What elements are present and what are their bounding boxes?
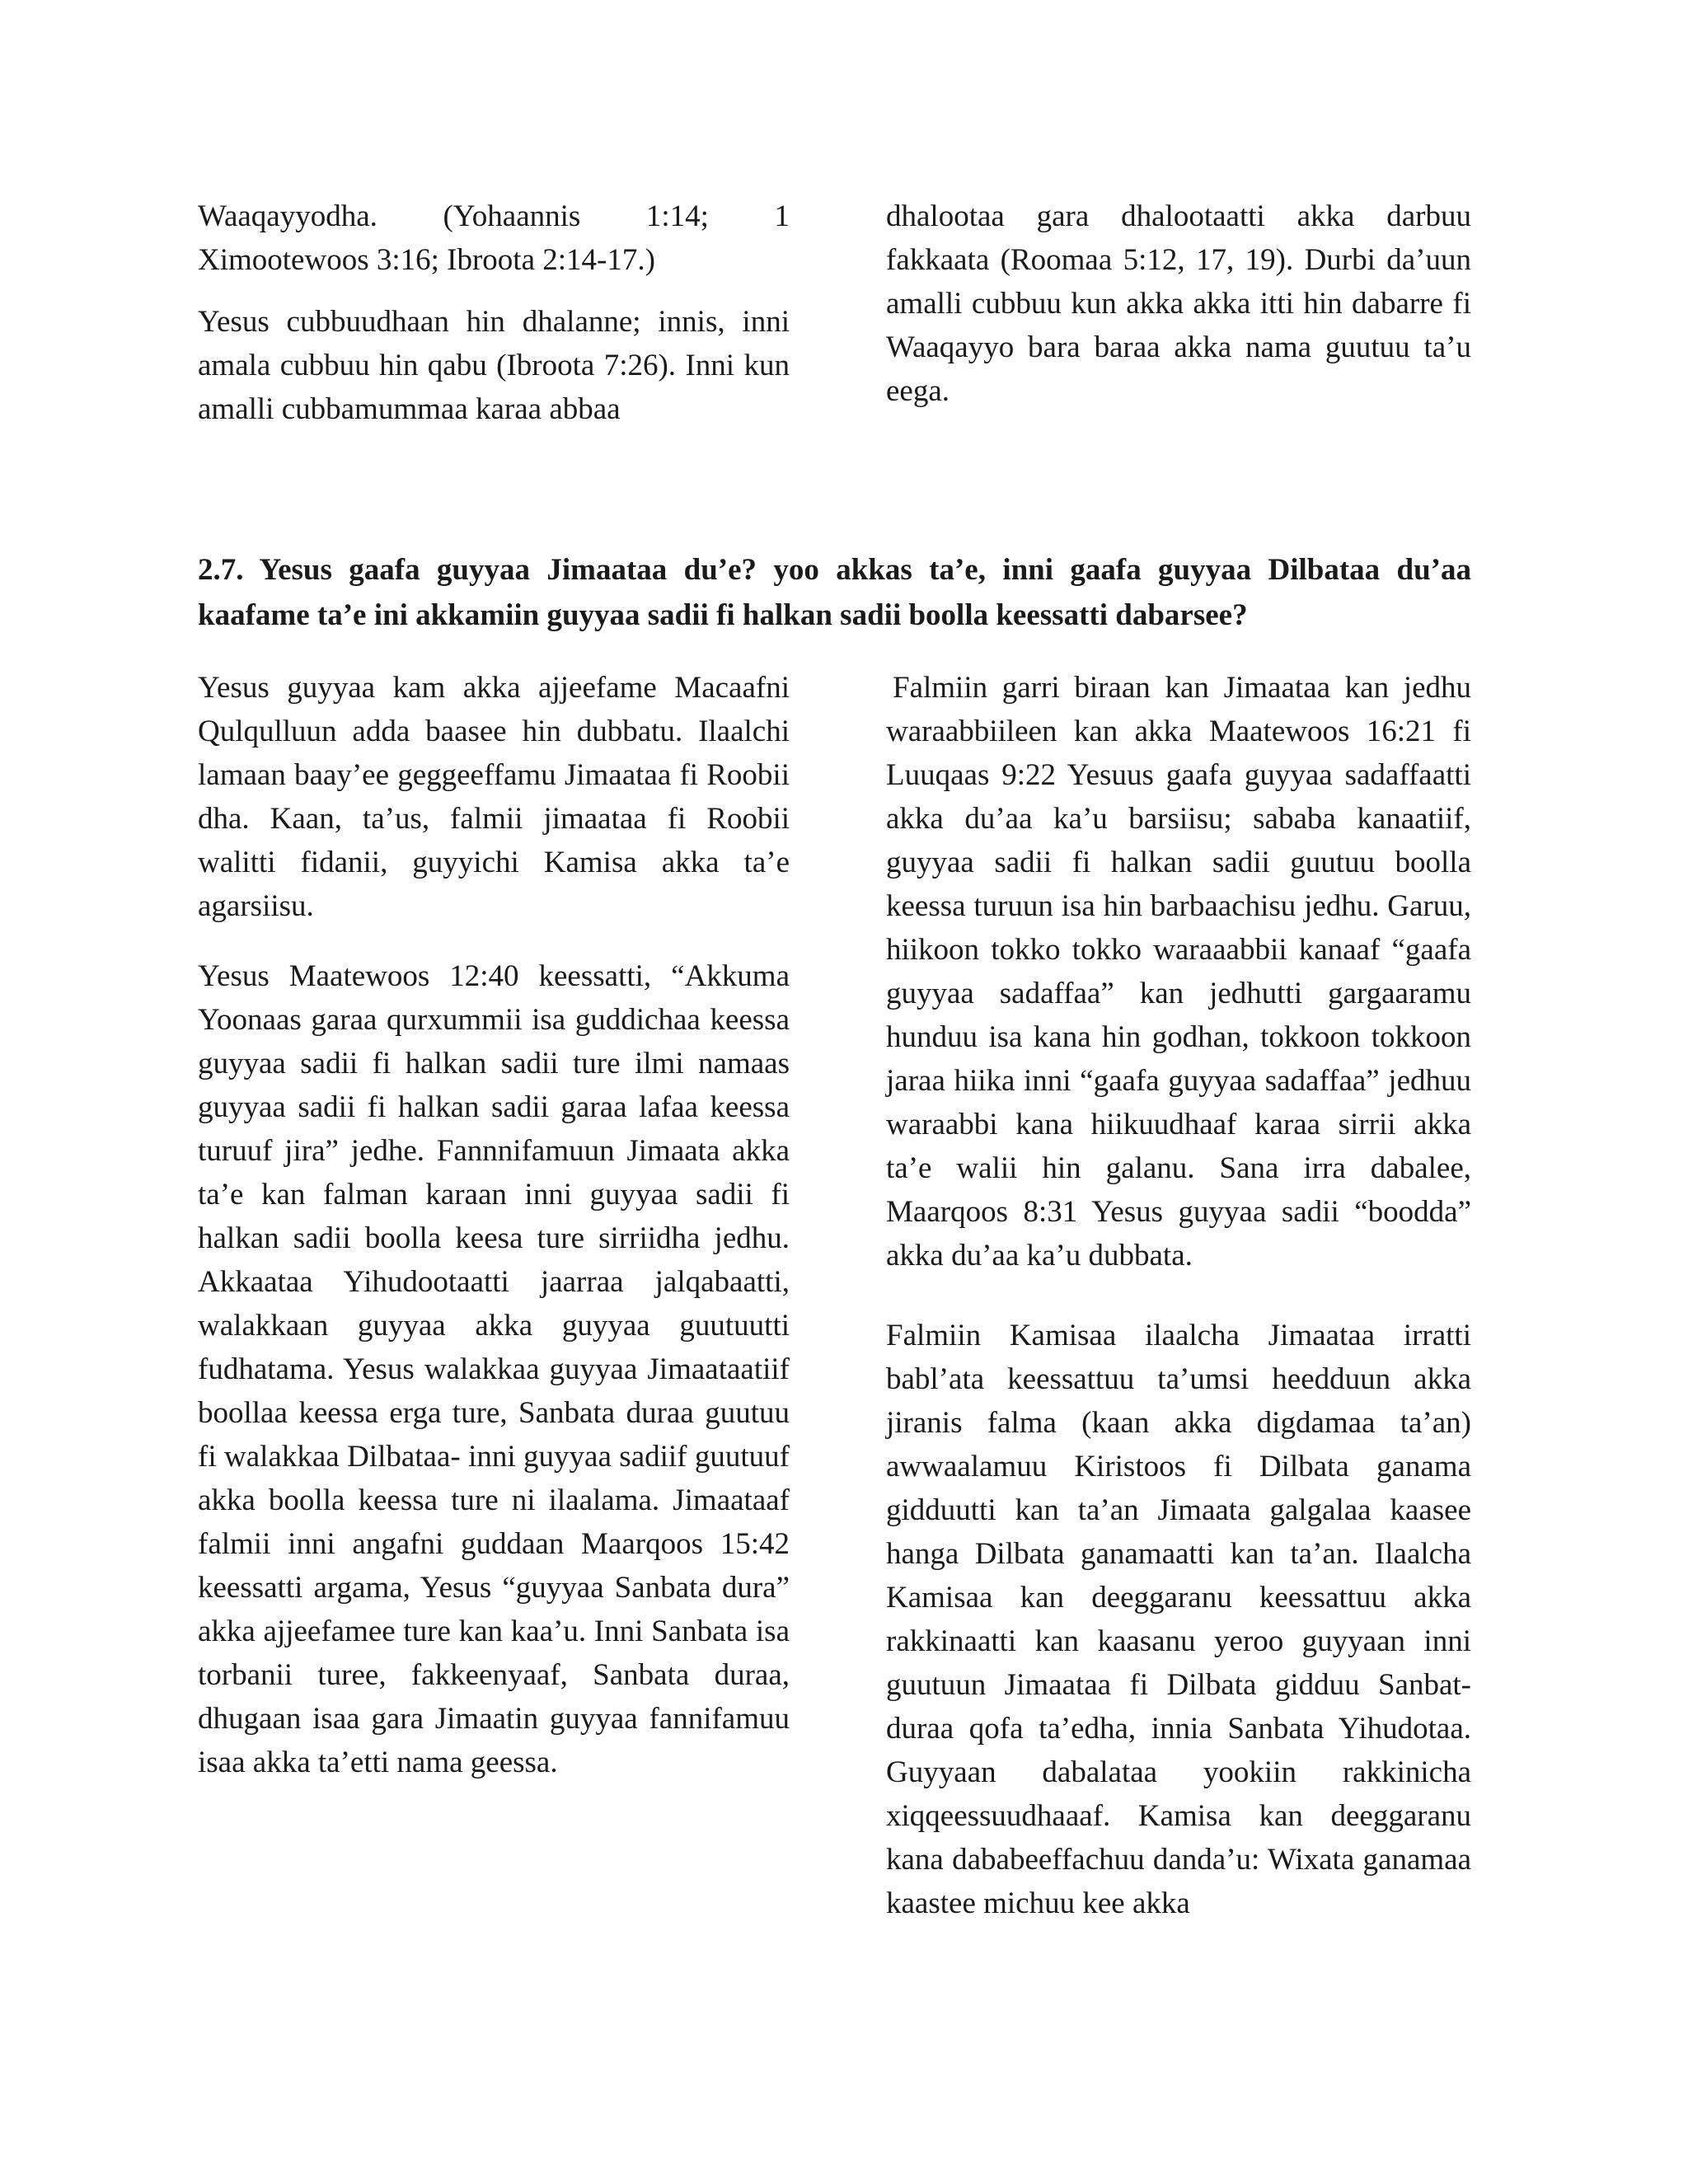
bottom-right-column [886, 666, 1471, 1943]
paragraph: Yesus Maatewoos 12:40 keessatti, “Akkuma Yoonaas garaa qurxummii isa guddichaa keessa guyyaa sadii fi halkan sadii ture ilmi namaas guyyaa sadii fi halkan sadii garaa lafaa keessa turuuf jira” jedhe. Fannnifamuun Jimaata akka ta’e kan falman karaan inni guyyaa sadii fi halkan sadii boolla keesa ture sirriidha jedhu. Akkaataa Yihudootaatti jaarraa jalqabaatti, walakkaan guyyaa akka guyyaa guutuutti fudhatama. Yesus walakkaa guyyaa Jimaataatiif boollaa keessa erga ture, Sanbata duraa guutuu fi walakkaa Dilbataa- inni guyyaa sadiif guutuuf akka boolla keessa ture ni ilaalama. Jimaataaf falmii inni angafni guddaan Maarqoos 15:42 keessatti argama, Yesus “guyyaa Sanbata dura” akka ajjeefamee ture kan kaa’u. Inni Sanbata isa torbanii turee, fakkeenyaaf, Sanbata duraa, dhugaan isaa gara Jimaatin guyyaa fannifamuu isaa akka ta’etti nama geessa. [198, 959, 790, 1779]
paragraph: Falmiin garri biraan kan Jimaataa kan jedhu waraabbiileen kan akka Maatewoos 16:21 fi Luuqaas 9:22 Yesuus gaafa guyyaa sadaffaatti akka du’aa ka’u barsiisu; sababa kanaatiif, guyyaa sadii fi halkan sadii guutuu boolla keessa turuun isa hin barbaachisu jedhu. Garuu, hiikoon tokko tokko waraaabbii kanaaf “gaafa guyyaa sadaffaa” kan jedhutti gargaaramu hunduu isa kana hin godhan, tokkoon tokkoon jaraa hiika inni “gaafa guyyaa sadaffaa” jedhuu waraabbi kana hiikuudhaaf karaa sirrii akka ta’e walii hin galanu. Sana irra dabalee, Maarqoos 8:31 Yesus guyyaa sadii “boodda” akka du’aa ka’u dubbata. [886, 671, 1471, 1272]
paragraph: Falmiin Kamisaa ilaalcha Jimaataa irratti babl’ata keessattuu ta’umsi heedduun akka jiranis falma (kaan akka digdamaa ta’an) awwaalamuu Kiristoos fi Dilbata ganama gidduutti kan ta’an Jimaata galgalaa kaasee hanga Dilbata ganamaatti kan ta’an. Ilaalcha Kamisaa kan deeggaranu keessattuu akka rakkinaatti kan kaasanu yeroo guyyaan inni guutuun Jimaataa fi Dilbata gidduu Sanbat-duraa qofa ta’edha, innia Sanbata Yihudotaa. Guyyaan dabalataa yookiin rakkinicha xiqqeessuudhaaaf. Kamisa kan deeggaranu kana dababeeffachuu danda’u: Wixata ganamaa kaastee michuu kee akka [886, 1319, 1471, 1920]
section-heading: 2.7. Yesus gaafa guyyaa Jimaataa du’e? yoo akkas ta’e, inni gaafa guyyaa Dilbataa du’aa kaafame ta’e ini akkamiin guyyaa sadii fi halkan sadii boolla keessatti dabarsee? [198, 553, 1471, 632]
paragraph: Yesus guyyaa kam akka ajjeefame Macaafni Qulqulluun adda baasee hin dubbatu. Ilaalchi lamaan baay’ee geggeeffamu Jimaataa fi Roobii dha. Kaan, ta’us, falmii jimaataa fi Roobii walitti fidanii, guyyichi Kamisa akka ta’e agarsiisu. [198, 671, 790, 923]
top-left-column [198, 194, 790, 449]
bottom-left-column [198, 666, 790, 1802]
paragraph: Yesus cubbuudhaan hin dhalanne; innis, inni amala cubbuu hin qabu (Ibroota 7:26). Inni kun amalli cubbamummaa karaa abbaa [198, 305, 790, 426]
top-right-column [886, 194, 1471, 431]
paragraph: dhalootaa gara dhalootaatti akka darbuu fakkaata (Roomaa 5:12, 17, 19). Durbi da’uun amalli cubbuu kun akka akka itti hin dabarre fi Waaqayyo bara baraa akka nama guutuu ta’u eega. [886, 199, 1471, 408]
paragraph: Waaqayyodha. (Yohaannis 1:14; 1 Ximootewoos 3:16; Ibroota 2:14-17.) [198, 199, 790, 277]
